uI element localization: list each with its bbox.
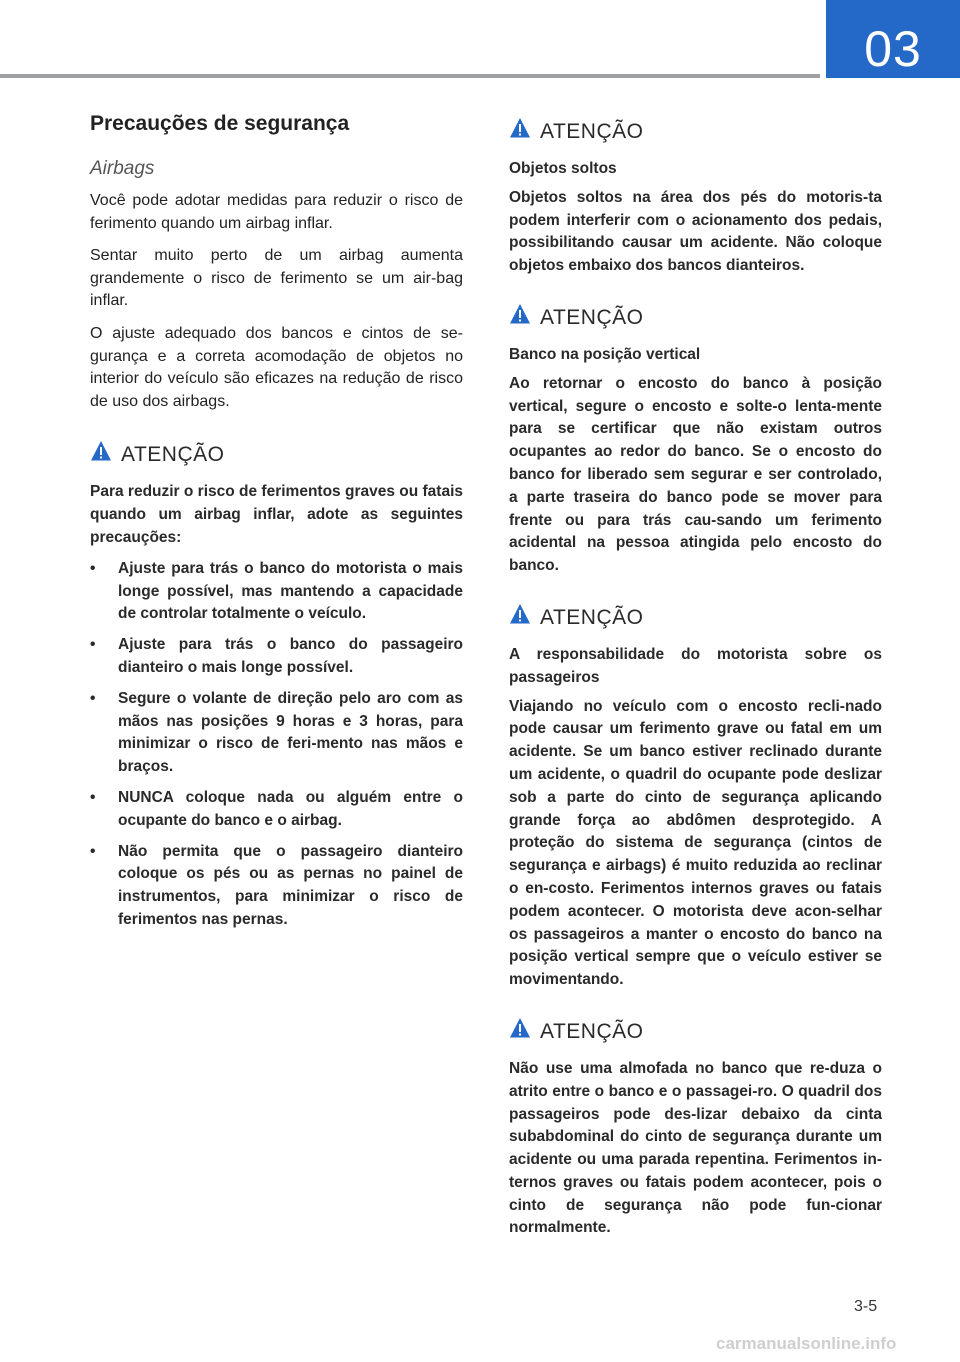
left-column <box>90 108 463 940</box>
warning-header <box>509 598 882 630</box>
watermark: carmanualsonline.info <box>716 1334 897 1353</box>
warning-header <box>509 298 882 330</box>
list-item: • Segure o volante de direção pelo aro com as mãos nas posições 9 horas e 3 horas, para minimizar o risco de feri-mento nas mãos e braços. <box>90 688 463 779</box>
warning-triangle-icon <box>509 1017 531 1039</box>
warning-triangle-icon <box>509 117 531 139</box>
warning-list <box>90 558 463 932</box>
warning-triangle-icon <box>509 603 531 625</box>
header-rule <box>0 74 820 78</box>
paragraph: O ajuste adequado dos bancos e cintos de se-gurança e a correta acomodação de objetos no interior do veículo são eficazes na redução de risco de uso dos airbags. <box>90 324 463 410</box>
paragraph: Sentar muito perto de um airbag aumenta grandemente o risco de ferimento se um air-bag inflar. <box>90 247 463 310</box>
page-number: 3-5 <box>854 1298 878 1315</box>
warning-heading: A responsabilidade do motorista sobre os passageiros <box>509 645 882 686</box>
warning-title: ATENÇÃO <box>540 1019 644 1043</box>
warning-heading: Banco na posição vertical <box>509 345 701 363</box>
warning-title: ATENÇÃO <box>540 305 644 329</box>
list-item: • NUNCA coloque nada ou alguém entre o ocupante do banco e o airbag. <box>90 787 463 833</box>
warning-text: Viajando no veículo com o encosto recli-nado pode causar um ferimento grave ou fatal em um acidente. Se um banco estiver reclinado durante um acidente, o quadril do ocupante pode deslizar sob a parte do cinto de segurança aplicando grande força ao abdômen desprotegido. A proteção do sistema de segurança (cintos de segurança e airbags) é muito reduzida ao reclinar o en-costo. Ferimentos internos graves ou fatais podem acontecer. O motorista deve acon-selhar os passageiros a manter o encosto do banco na posição vertical sempre que o veículo estiver se movimentando. <box>509 697 882 989</box>
warning-text: Ao retornar o encosto do banco à posição vertical, segure o encosto e solte-o lenta-mente para se certificar que não existam outros ocupantes ao redor do banco. Se o encosto do banco for liberado sem segurar e ser controlado, a parte traseira do banco pode se mover para frente ou para trás cau-sando um ferimento acidental na pessoa atingida pelo encosto do banco. <box>509 374 882 575</box>
warning-triangle-icon <box>90 440 112 462</box>
warning-text: Não use uma almofada no banco que re-duza o atrito entre o banco e o passagei-ro. O quadril dos passageiros pode des-lizar debaixo da cinta subabdominal do cinto de segurança durante um acidente ou uma parada repentina. Ferimentos in-ternos graves ou fatais podem acontecer, pois o cinto de segurança não pode fun-cionar normalmente. <box>509 1059 882 1237</box>
warning-title: ATENÇÃO <box>540 120 644 143</box>
chapter-tab: 03 <box>826 0 960 78</box>
section-title: Precauções de segurança <box>90 112 350 135</box>
warning-header <box>509 1012 882 1044</box>
warning-header <box>90 435 463 467</box>
list-item: • Ajuste para trás o banco do passageiro dianteiro o mais longe possível. <box>90 634 463 680</box>
list-item: • Não permita que o passageiro dianteiro coloque os pés ou as pernas no painel de instrumentos, para minimizar o risco de ferimentos nas pernas. <box>90 841 463 932</box>
warning-header <box>509 112 882 144</box>
warning-heading: Objetos soltos <box>509 160 617 177</box>
list-item: • Ajuste para trás o banco do motorista o mais longe possível, mas mantendo a capacidade de controlar totalmente o veículo. <box>90 558 463 626</box>
right-column <box>509 112 882 1246</box>
warning-title: ATENÇÃO <box>121 443 225 467</box>
warning-text: Objetos soltos na área dos pés do motoris-ta podem interferir com o acionamento dos pedais, possibilitando causar um acidente. Não coloque objetos embaixo dos bancos dianteiros. <box>509 188 882 275</box>
warning-title: ATENÇÃO <box>540 605 644 629</box>
paragraph: Você pode adotar medidas para reduzir o risco de ferimento quando um airbag inflar. <box>90 192 463 232</box>
subsection-title: Airbags <box>90 158 155 179</box>
warning-triangle-icon <box>509 303 531 325</box>
warning-intro: Para reduzir o risco de ferimentos graves ou fatais quando um airbag inflar, adote as seguintes precauções: <box>90 483 463 546</box>
